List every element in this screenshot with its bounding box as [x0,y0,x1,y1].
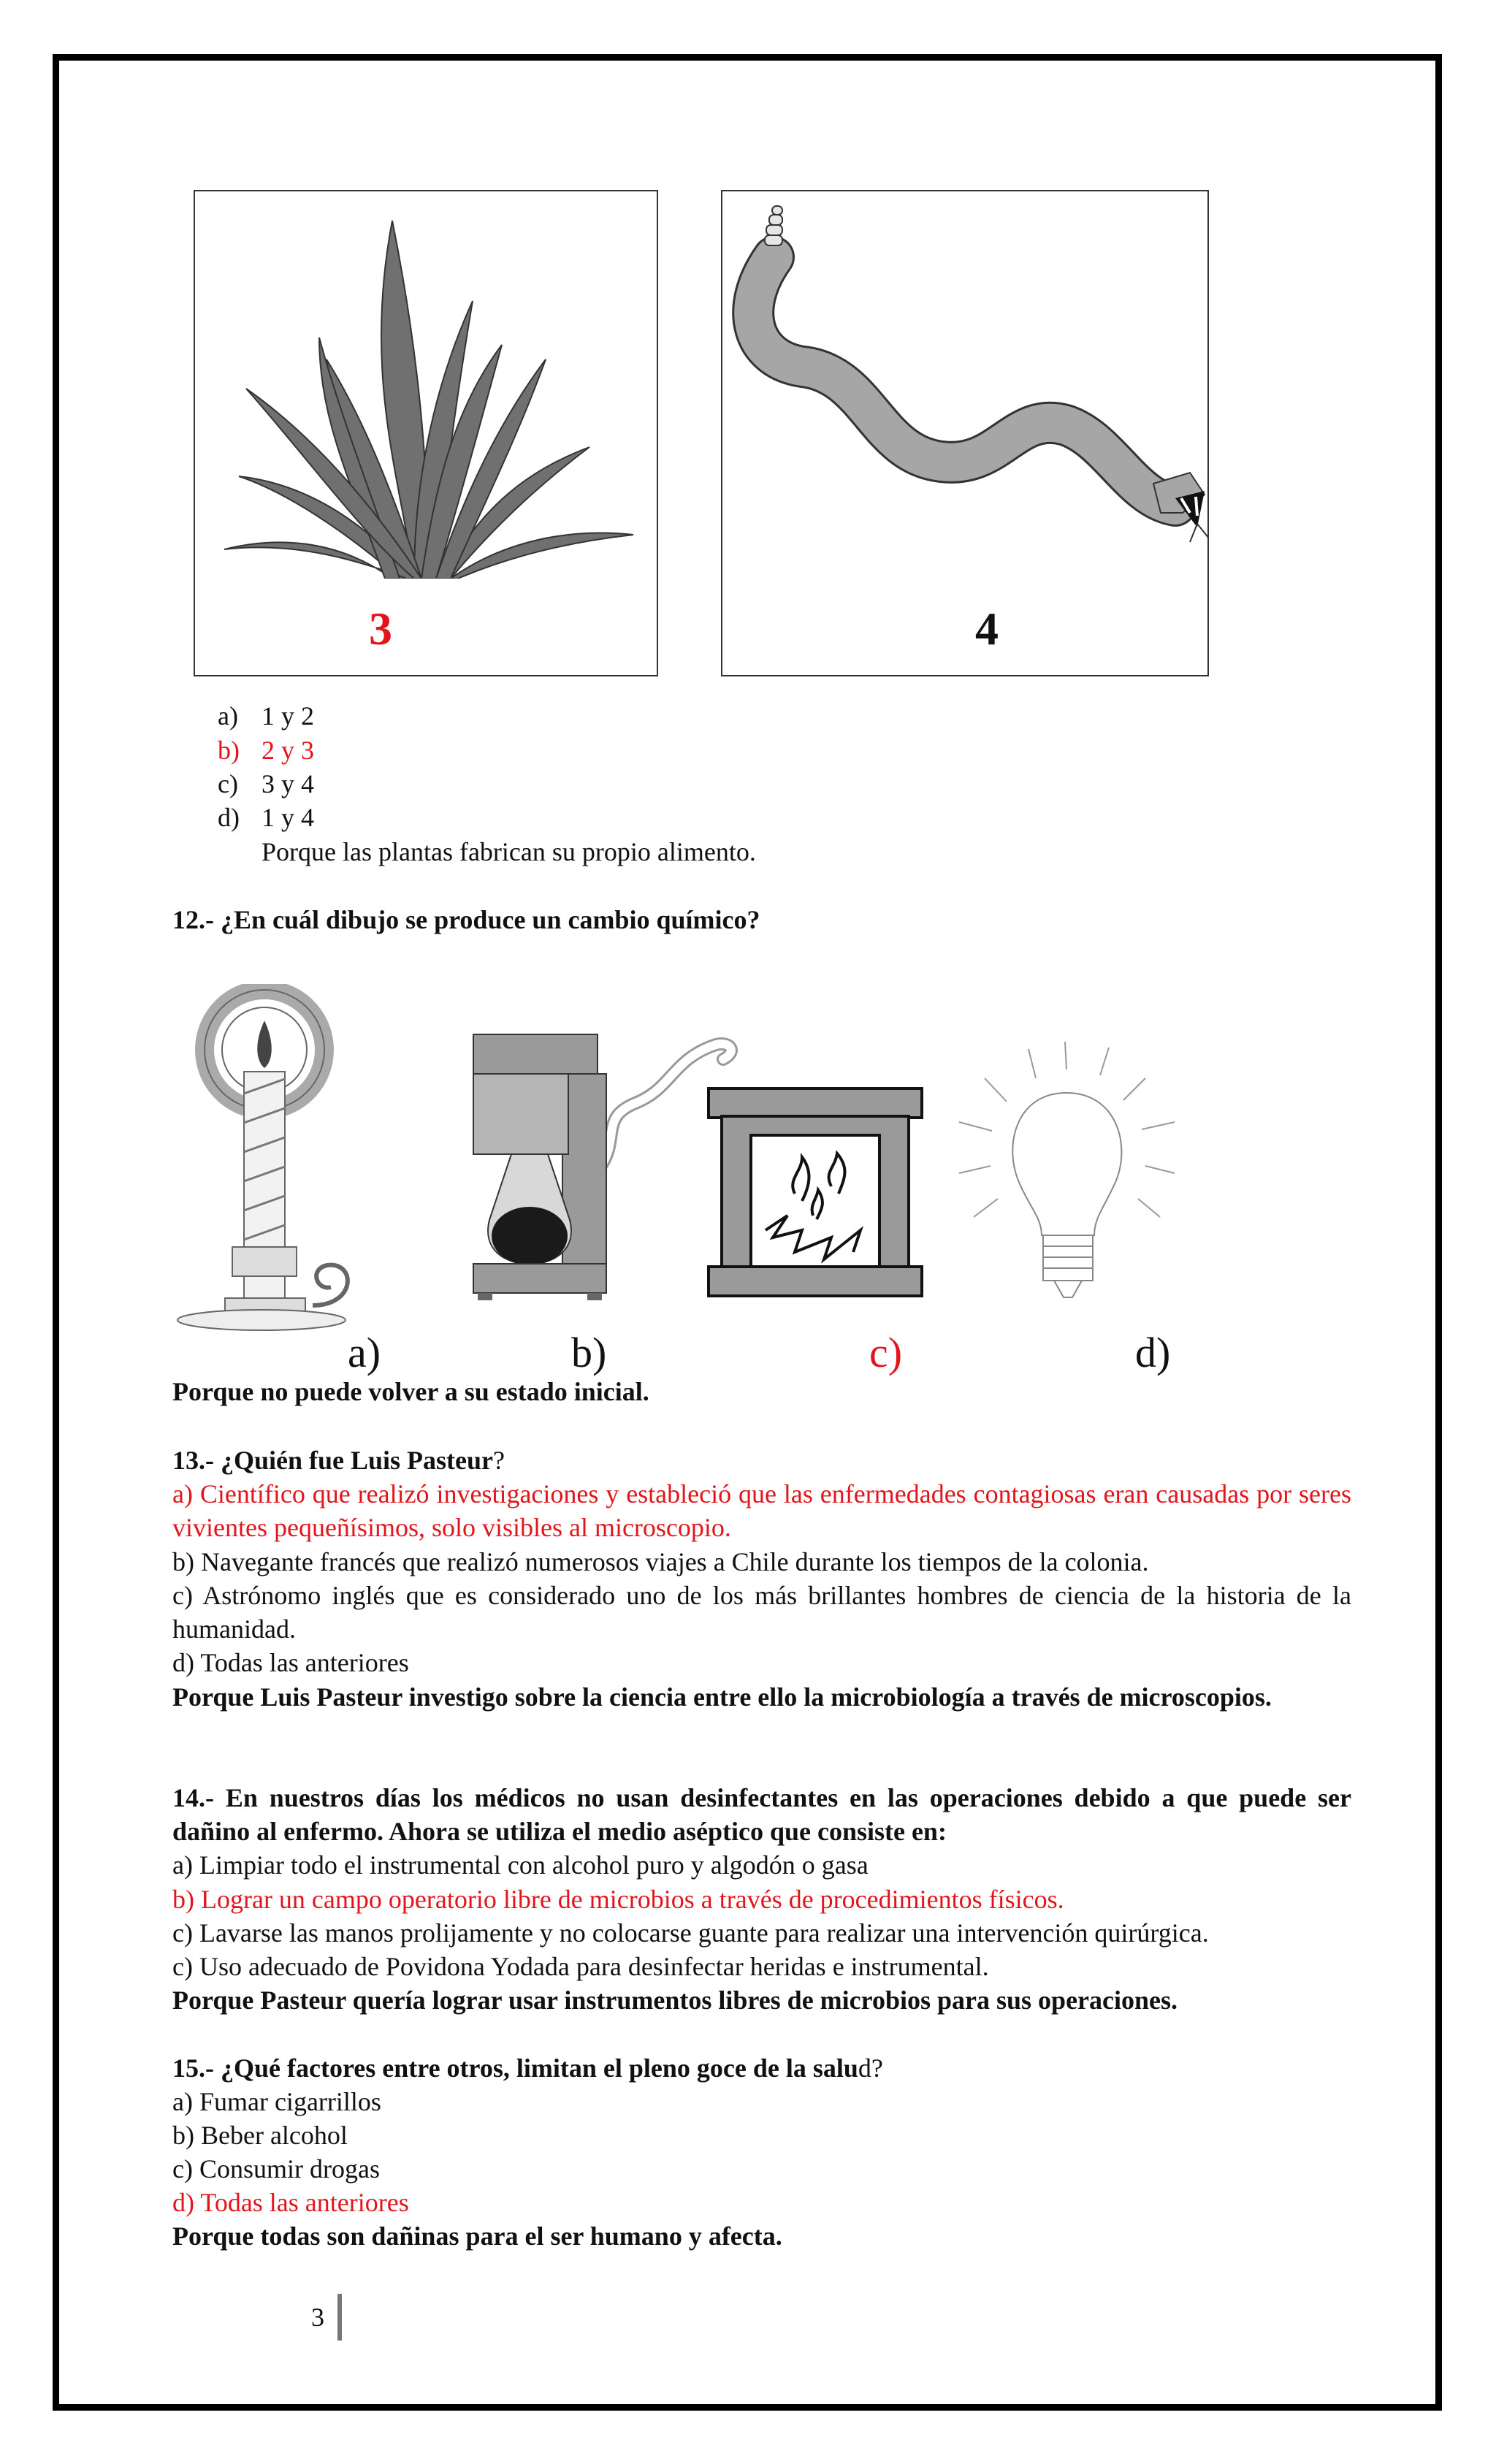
q14-option-b[interactable]: b) Lograr un campo operatorio libre de microbios a través de procedimientos físicos. [172,1885,1064,1914]
page-number-bar [337,2294,342,2341]
image-box-plant [194,190,658,676]
image-box-snake [721,190,1209,676]
q14-option-a[interactable]: a) Limpiar todo el instrumental con alcohol puro y algodón o gasa [172,1850,869,1880]
q11-option-letter: b) [218,736,240,765]
q11-option-a[interactable] [218,699,314,733]
q11-option-c[interactable] [218,767,314,801]
q12-reason: Porque no puede volver a su estado inicial. [172,1377,649,1406]
plant-illustration [195,199,657,579]
q12-question: 12.- ¿En cuál dibujo se produce un cambio químico? [172,905,760,934]
q11-option-d[interactable] [218,801,314,834]
q15-option-d[interactable]: d) Todas las anteriores [172,2188,409,2217]
q14-option-c1[interactable]: c) Lavarse las manos prolijamente y no colocarse guante para realizar una intervención quirúrgica. [172,1918,1209,1948]
q15-question-end: d? [858,2053,883,2083]
q15-option-c[interactable]: c) Consumir drogas [172,2154,380,2183]
q15-question [172,2051,883,2085]
snake-illustration [722,191,1207,571]
q14-option-c2[interactable]: c) Uso adecuado de Povidona Yodada para desinfectar heridas e instrumental. [172,1952,989,1981]
q11-option-b[interactable] [218,733,314,767]
q13-option-d[interactable]: d) Todas las anteriores [172,1648,409,1677]
q13-option-c[interactable]: c) Astrónomo inglés que es considerado uno de los más brillantes hombres de ciencia de la historia de la humanidad. [172,1581,1351,1644]
q13-option-b[interactable]: b) Navegante francés que realizó numerosos viajes a Chile durante los tiempos de la colonia. [172,1547,1149,1576]
q15-option-b[interactable]: b) Beber alcohol [172,2121,348,2150]
q11-option-letter: c) [218,769,238,798]
q12-label-c[interactable]: c) [869,1329,903,1376]
q12-label-a[interactable]: a) [348,1329,381,1376]
q11-option-text: 1 y 4 [262,803,314,832]
page-number: 3 [311,2303,324,2332]
q13-question-text: 13.- ¿Quién fue Luis Pasteur [172,1446,494,1475]
q15-question-text: 15.- ¿Qué factores entre otros, limitan el pleno goce de la salu [172,2053,858,2083]
q14-reason: Porque Pasteur quería lograr usar instrumentos libres de microbios para sus operaciones. [172,1986,1178,2015]
q11-option-letter: a) [218,701,238,731]
q13-question [172,1443,505,1477]
q13-question-mark: ? [493,1446,505,1475]
q11-option-text: 1 y 2 [262,701,314,731]
coffee-maker-illustration [468,1030,745,1315]
q15-reason: Porque todas son dañinas para el ser humano y afecta. [172,2221,782,2251]
q11-option-letter: d) [218,803,240,832]
image-number-4: 4 [975,603,999,655]
q14-question: 14.- En nuestros días los médicos no usan desinfectantes en las operaciones debido a que puede ser dañino al enfermo. Ahora se utiliza el medio aséptico que consiste en: [172,1783,1351,1846]
q12-label-b[interactable]: b) [571,1329,607,1376]
candle-illustration [174,984,364,1335]
q11-option-text: 2 y 3 [262,736,314,765]
q13-option-a[interactable]: a) Científico que realizó investigaciones y estableció que las enfermedades contagiosas eran causadas por seres vivientes pequeñísimos, solo visibles al microscopio. [172,1479,1351,1542]
q11-option-text: 3 y 4 [262,769,314,798]
q15-option-a[interactable]: a) Fumar cigarrillos [172,2087,381,2116]
fireplace-illustration [707,1084,926,1303]
image-number-3: 3 [369,603,392,655]
light-bulb-illustration [955,1034,1189,1312]
q11-reason: Porque las plantas fabrican su propio alimento. [262,837,756,866]
q13-reason: Porque Luis Pasteur investigo sobre la ciencia entre ello la microbiología a través de microscopios. [172,1682,1272,1712]
q12-label-d[interactable]: d) [1135,1329,1171,1376]
